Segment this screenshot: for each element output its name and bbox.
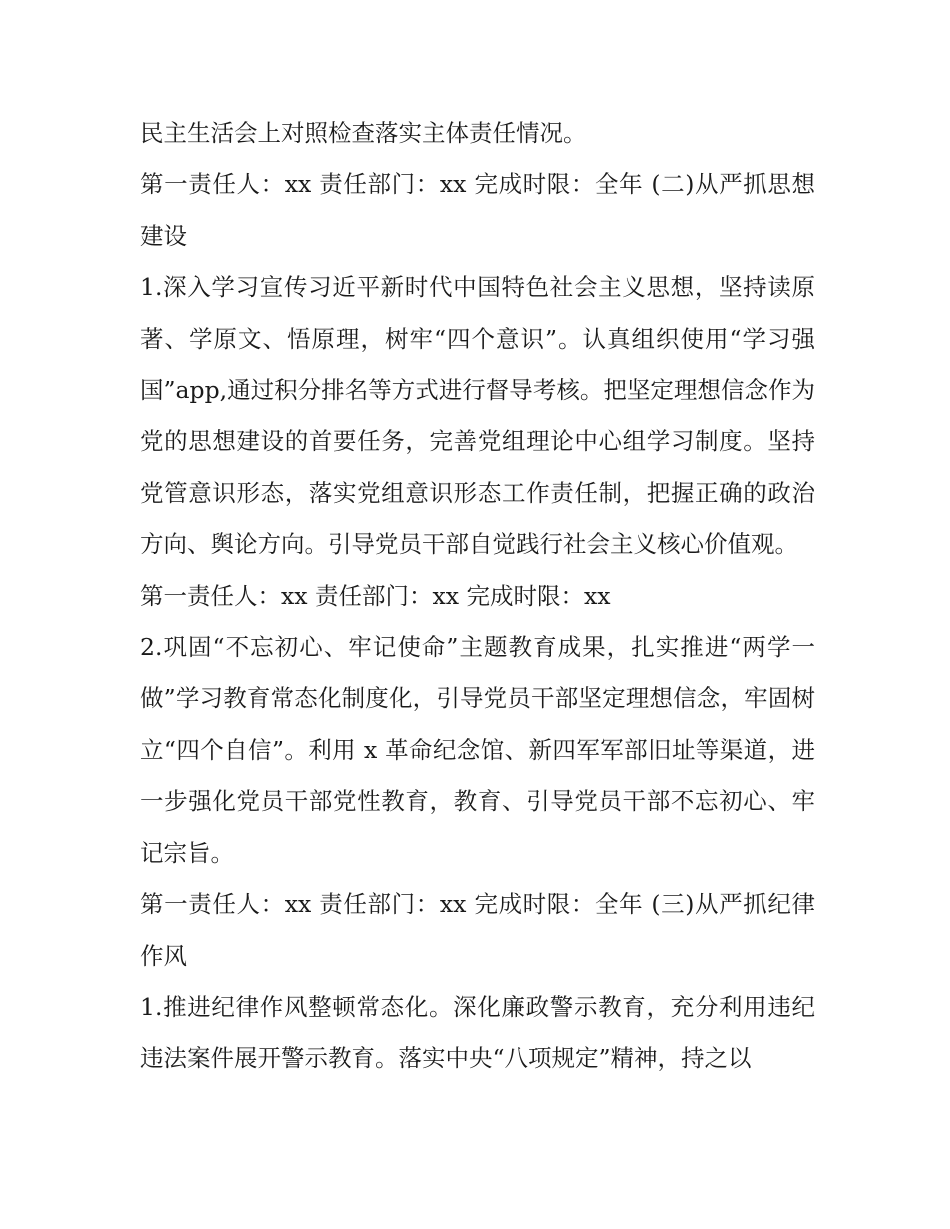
paragraph-responsibility-line: 第一责任人：xx 责任部门：xx 完成时限：全年 (三)从严抓纪律作风 [140,890,815,970]
paragraph-item-1-study: 1.深入学习宣传习近平新时代中国特色社会主义思想，坚持读原著、学原文、悟原理，树牢“四个意识”。认真组织使用“学习强国”app,通过积分排名等方式进行督导考核。把坚定理想信念作为党的思想建设的首要任务，完善党组理论中心组学习制度。坚持党管意识形态，落实党组意识形态工作责任制，把握正确的政治方向、舆论方向。引导党员干部自觉践行社会主义核心价值观。 [140,273,815,559]
paragraph-item-2-education: 2.巩固“不忘初心、牢记使命”主题教育成果，扎实推进“两学一做”学习教育常态化制度化，引导党员干部坚定理想信念，牢固树立“四个自信”。利用 x 革命纪念馆、新四军军部旧址等渠道，进一步强化党员干部党性教育，教育、引导党员干部不忘初心、牢记宗旨。 [140,633,815,867]
paragraph-responsibility-line: 第一责任人：xx 责任部门：xx 完成时限：xx [140,581,611,610]
paragraph-context-line: 民主生活会上对照检查落实主体责任情况。 [140,119,587,147]
paragraph-responsibility-line: 第一责任人：xx 责任部门：xx 完成时限：全年 (二)从严抓思想建设 [140,170,815,250]
document-body [140,108,815,1085]
paragraph-item-1-discipline: 1.推进纪律作风整顿常态化。深化廉政警示教育，充分利用违纪违法案件展开警示教育。落实中央“八项规定”精神，持之以 [140,992,815,1073]
